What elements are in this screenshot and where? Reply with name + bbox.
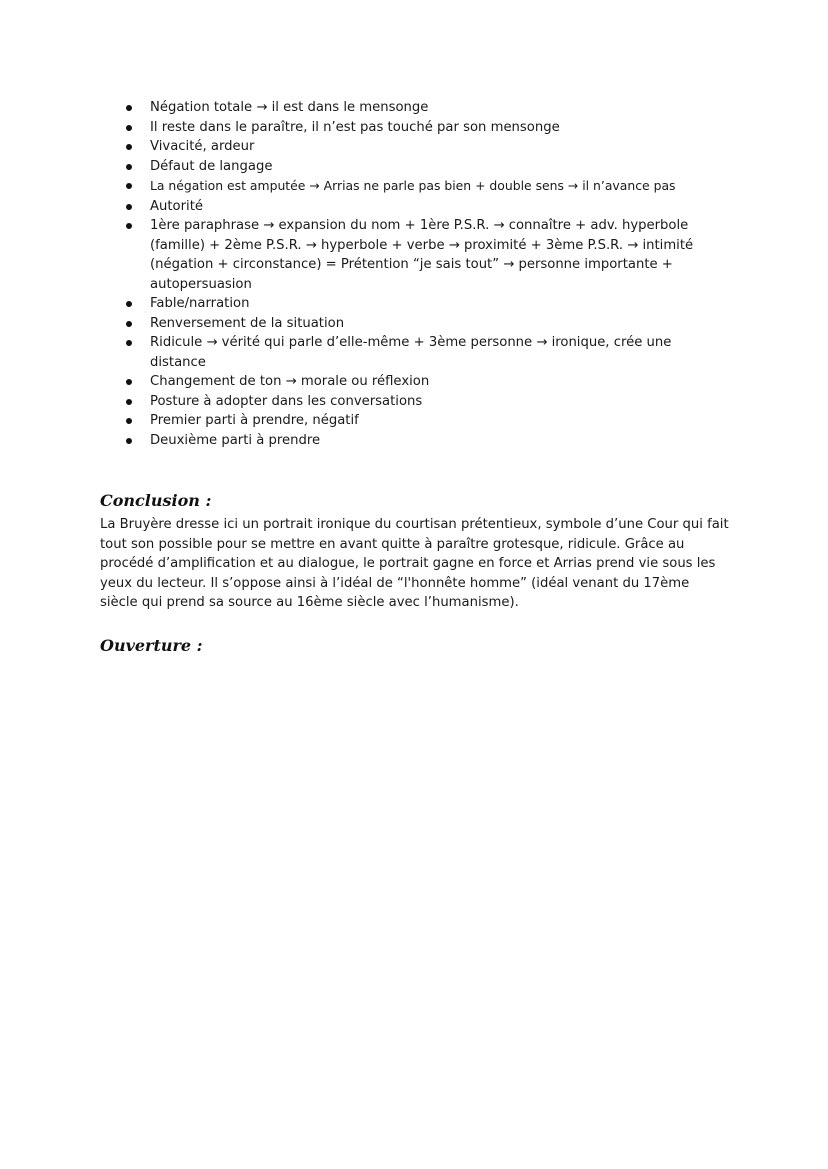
list-item <box>110 216 730 294</box>
bullet-dot-icon <box>126 144 132 150</box>
ouverture-heading: Ouverture : <box>100 636 203 655</box>
list-item <box>110 314 730 334</box>
conclusion-paragraph: La Bruyère dresse ici un portrait ironique du courtisan prétentieux, symbole d’une Cour qui fait tout son possible pour se mettre en avant quitte à paraître grotesque, ridicule. Grâce au procédé d’amplification et au dialogue, le portrait gagne en force et Arrias prend vie sous les yeux du lecteur. Il s’oppose ainsi à l’idéal de “l'honnête homme” (idéal venant du 17ème siècle qui prend sa source au 16ème siècle avec l’humanisme). <box>100 517 729 610</box>
list-item-text: Défaut de langage <box>150 158 273 174</box>
list-item <box>110 411 730 431</box>
bullet-dot-icon <box>126 301 132 307</box>
bullet-dot-icon <box>126 183 132 189</box>
list-item-text: Changement de ton → morale ou réflexion <box>150 374 430 389</box>
list-item <box>110 197 730 217</box>
bullet-dot-icon <box>126 418 132 424</box>
list-item-text: Posture à adopter dans les conversations <box>150 393 423 409</box>
list-item-text: Vivacité, ardeur <box>150 139 255 154</box>
list-item <box>110 392 730 412</box>
bullet-dot-icon <box>126 164 132 170</box>
bullet-dot-icon <box>126 438 132 444</box>
list-item-text: Renversement de la situation <box>150 315 345 331</box>
list-item <box>110 157 730 177</box>
list-item <box>110 118 730 138</box>
list-item-text: Autorité <box>150 198 203 214</box>
bullet-dot-icon <box>126 105 132 111</box>
list-item-text: Premier parti à prendre, négatif <box>150 413 359 428</box>
conclusion-heading: Conclusion : <box>100 491 212 510</box>
list-item-text: Fable/narration <box>150 296 250 311</box>
list-item <box>110 176 730 197</box>
list-item-text: Il reste dans le paraître, il n’est pas touché par son mensonge <box>150 119 560 135</box>
bullet-dot-icon <box>126 125 132 131</box>
list-item-text: Ridicule → vérité qui parle d’elle-même + 3ème personne → ironique, crée une distance <box>150 335 672 370</box>
list-item <box>110 431 730 451</box>
list-item <box>110 294 730 314</box>
list-item <box>110 137 730 157</box>
bullet-dot-icon <box>126 223 132 229</box>
bullet-dot-icon <box>126 340 132 346</box>
list-item-text: 1ère paraphrase → expansion du nom + 1ère P.S.R. → connaître + adv. hyperbole (famille) + 2ème P.S.R. → hyperbole + verbe → proximité + 3ème P.S.R. → intimité (négation + circonstance) = Prétention “je sais tout” → personne importante + autopersuasion <box>150 218 694 292</box>
list-item <box>110 372 730 392</box>
list-item-text: Négation totale → il est dans le mensonge <box>150 100 429 115</box>
bullet-dot-icon <box>126 379 132 385</box>
bullet-dot-icon <box>126 204 132 210</box>
analysis-bullet-list <box>110 98 730 450</box>
list-item <box>110 98 730 118</box>
bullet-dot-icon <box>126 321 132 327</box>
list-item-text: La négation est amputée → Arrias ne parle pas bien + double sens → il n’avance pas <box>150 178 676 193</box>
bullet-dot-icon <box>126 399 132 405</box>
list-item <box>110 333 730 372</box>
list-item-text: Deuxième parti à prendre <box>150 432 321 448</box>
